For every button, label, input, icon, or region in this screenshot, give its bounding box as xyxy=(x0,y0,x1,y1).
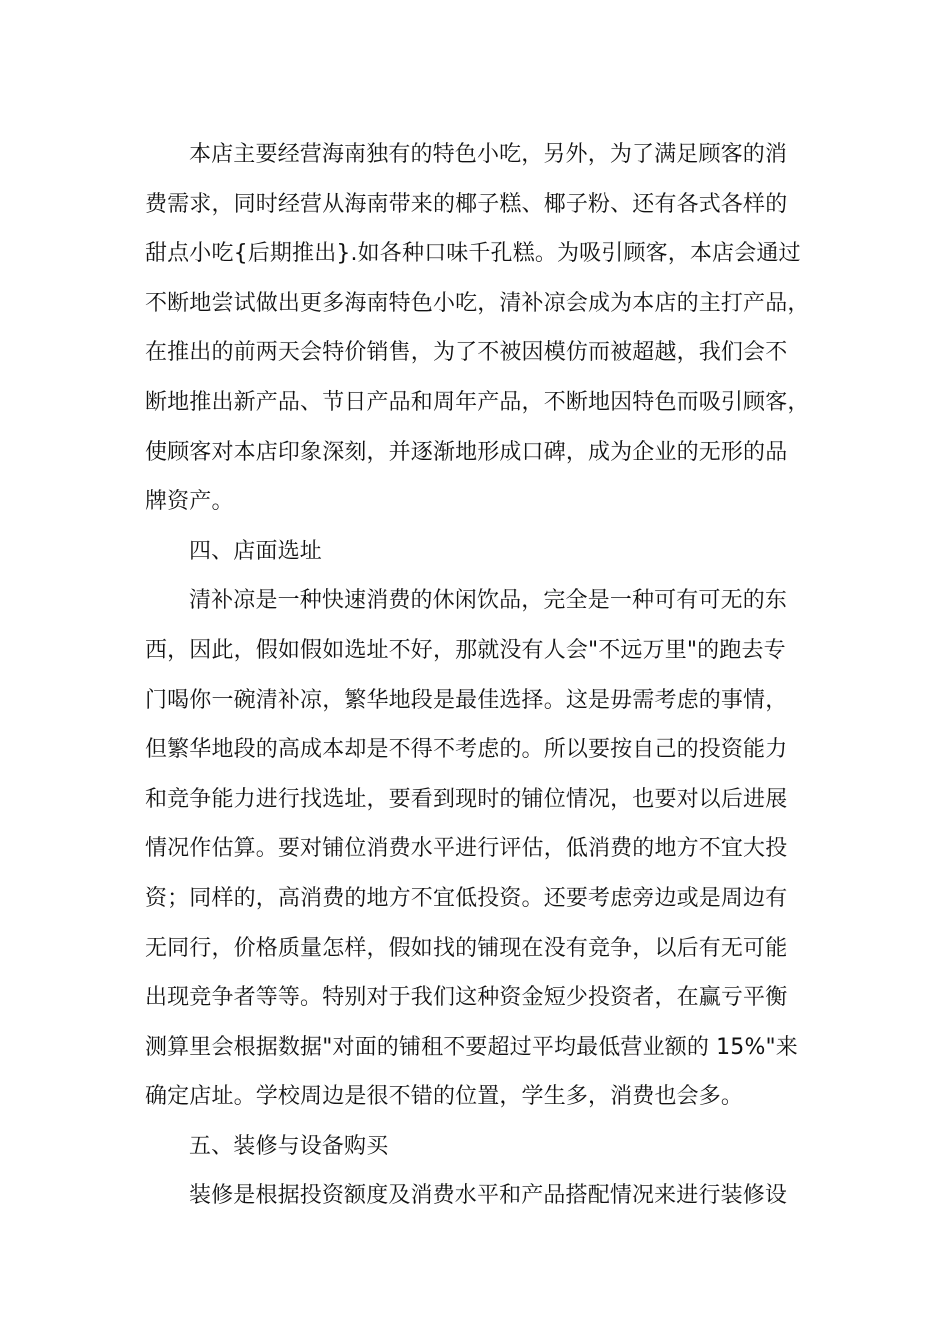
text-line: 西，因此，假如假如选址不好，那就没有人会"不远万里"的跑去专 xyxy=(145,637,786,663)
text-line: 无同行，价格质量怎样，假如找的铺现在没有竞争，以后有无可能 xyxy=(145,935,788,961)
text-line: 和竞争能力进行找选址，要看到现时的铺位情况，也要对以后进展 xyxy=(145,786,788,812)
text-line: 测算里会根据数据"对面的铺租不要超过平均最低营业额的 15%"来 xyxy=(145,1034,798,1060)
text-line: 装修是根据投资额度及消费水平和产品搭配情况来进行装修设 xyxy=(189,1183,788,1209)
text-line: 在推出的前两天会特价销售，为了不被因模仿而被超越，我们会不 xyxy=(145,340,788,366)
text-line: 牌资产。 xyxy=(145,489,234,515)
text-line: 甜点小吃{后期推出}.如各种口味千孔糕。为吸引顾客，本店会通过 xyxy=(145,241,801,267)
text-line: 四、店面选址 xyxy=(189,538,322,564)
text-line: 本店主要经营海南独有的特色小吃，另外，为了满足顾客的消 xyxy=(189,142,788,167)
text-line: 资；同样的，高消费的地方不宜低投资。还要考虑旁边或是周边有 xyxy=(145,885,788,911)
text-line: 确定店址。学校周边是很不错的位置，学生多，消费也会多。 xyxy=(145,1084,744,1110)
text-line: 使顾客对本店印象深刻，并逐渐地形成口碑，成为企业的无形的品 xyxy=(145,439,788,465)
text-line: 断地推出新产品、节日产品和周年产品，不断地因特色而吸引顾客， xyxy=(145,389,810,415)
text-line: 费需求，同时经营从海南带来的椰子糕、椰子粉、还有各式各样的 xyxy=(145,191,788,217)
document-body xyxy=(145,130,825,1221)
text-line: 出现竞争者等等。特别对于我们这种资金短少投资者，在赢亏平衡 xyxy=(145,985,788,1011)
text-line: 情况作估算。要对铺位消费水平进行评估，低消费的地方不宜大投 xyxy=(145,836,788,862)
text-line: 五、装修与设备购买 xyxy=(189,1133,389,1159)
text-line: 清补凉是一种快速消费的休闲饮品，完全是一种可有可无的东 xyxy=(189,588,788,614)
text-line: 但繁华地段的高成本却是不得不考虑的。所以要按自己的投资能力 xyxy=(145,737,788,763)
text-line: 不断地尝试做出更多海南特色小吃，清补凉会成为本店的主打产品， xyxy=(145,290,810,316)
text-line: 门喝你一碗清补凉，繁华地段是最佳选择。这是毋需考虑的事情， xyxy=(145,687,788,713)
